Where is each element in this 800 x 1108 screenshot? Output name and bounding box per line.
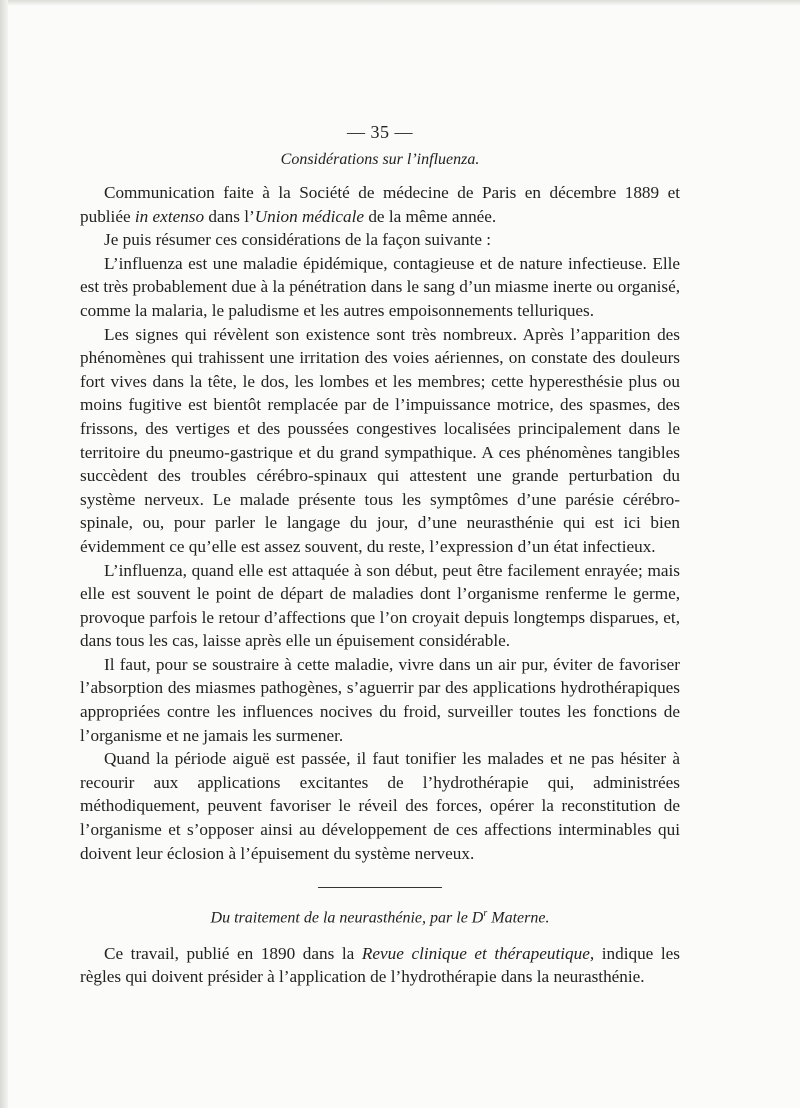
title-superscript: r <box>483 908 488 920</box>
paragraph-definition: L’influenza est une maladie épidémique, contagieuse et de nature infectieuse. Elle est très probablement due à la pénétration dans le sang d’un miasme inerte ou organisé, comme la malaria, le paludisme et les autres empoisonnements telluriques. <box>80 253 680 320</box>
paragraph-symptoms: Les signes qui révèlent son existence sont très nombreux. Après l’apparition des phénomènes qui trahissent une irritation des voies aériennes, on constate des douleurs fort vives dans la tête, le dos, les lombes et les membres; cette hyperesthésie plus ou moins fugitive est bientôt remplacée par de l’impuissance motrice, des spasmes, des frissons, des vertiges et des poussées congestives localisées principalement dans le territoire du pneumo-gastrique et du grand sympathique. A ces phénomènes tangibles succèdent des troubles cérébro-spinaux qui attestent une grande perturbation du système nerveux. Le malade présente tous les symptômes d’une parésie cérébro-spinale, ou, pour parler le langage du jour, d’une neurasthénie qui est ici bien évidemment ce qu’elle est assez souvent, du reste, l’expression d’un état infectieux. <box>80 324 680 556</box>
paragraph-text: dans l’ <box>204 206 255 226</box>
page-number: — 35 — <box>347 122 413 142</box>
paragraph-summary-intro: Je puis résumer ces considérations de la façon suivante : <box>104 230 492 250</box>
section-divider <box>318 887 442 888</box>
paragraph-communication <box>80 181 680 228</box>
italic-text: in extenso <box>134 206 205 226</box>
paragraph-text: de la même année. <box>364 206 497 226</box>
paragraph-prevention: Il faut, pour se soustraire à cette maladie, vivre dans un air pur, éviter de favoriser l’absorption des miasmes pathogènes, s’aguerrir par des applications hydrothérapiques appropriées contre les influences nocives du froid, surveiller toutes les fonctions de l’organisme et ne jamais les surmener. <box>80 654 680 745</box>
journal-title: Union médicale <box>254 206 365 226</box>
paragraph-convalescence: Quand la période aiguë est passée, il faut tonifier les malades et ne pas hésiter à recourir aux applications excitantes de l’hydrothérapie qui, administrées méthodiquement, peuvent favoriser le réveil des forces, opérer la reconstitution de l’organisme et s’opposer ainsi au développement de ces affections interminables qui doivent leur éclosion à l’épuisement du système nerveux. <box>80 749 680 863</box>
section-title-text: Du traitement de la neurasthénie, par le D <box>210 909 484 927</box>
paragraph-text: Ce travail, publié en 1890 dans la <box>104 943 362 963</box>
journal-title: Revue clinique et thérapeutique, <box>361 943 595 963</box>
document-page <box>80 122 680 989</box>
author-name: Materne. <box>487 909 550 927</box>
paragraph-text: Communication faite à la Société de médecine de Paris en décembre 1889 et publiée <box>80 183 680 226</box>
paragraph-course: L’influenza, quand elle est attaquée à son début, peut être facilement enrayée; mais elle est souvent le point de départ de maladies dont l’organisme renferme le germe, provoque parfois le retour d’affections que l’on croyait depuis longtemps disparues, et, dans tous les cas, laisse après elle un épuisement considérable. <box>80 560 680 651</box>
scan-edge-top <box>0 0 800 6</box>
scan-edge-left <box>0 0 8 1108</box>
section-title-influenza: Considérations sur l’influenza. <box>280 151 480 168</box>
paragraph-text: indique les règles qui doivent présider à l’application de l’hydrothérapie dans la neurasthénie. <box>80 943 680 987</box>
section-title-neurasthenia <box>80 908 680 927</box>
paragraph-neurasthenia-work <box>80 942 680 989</box>
